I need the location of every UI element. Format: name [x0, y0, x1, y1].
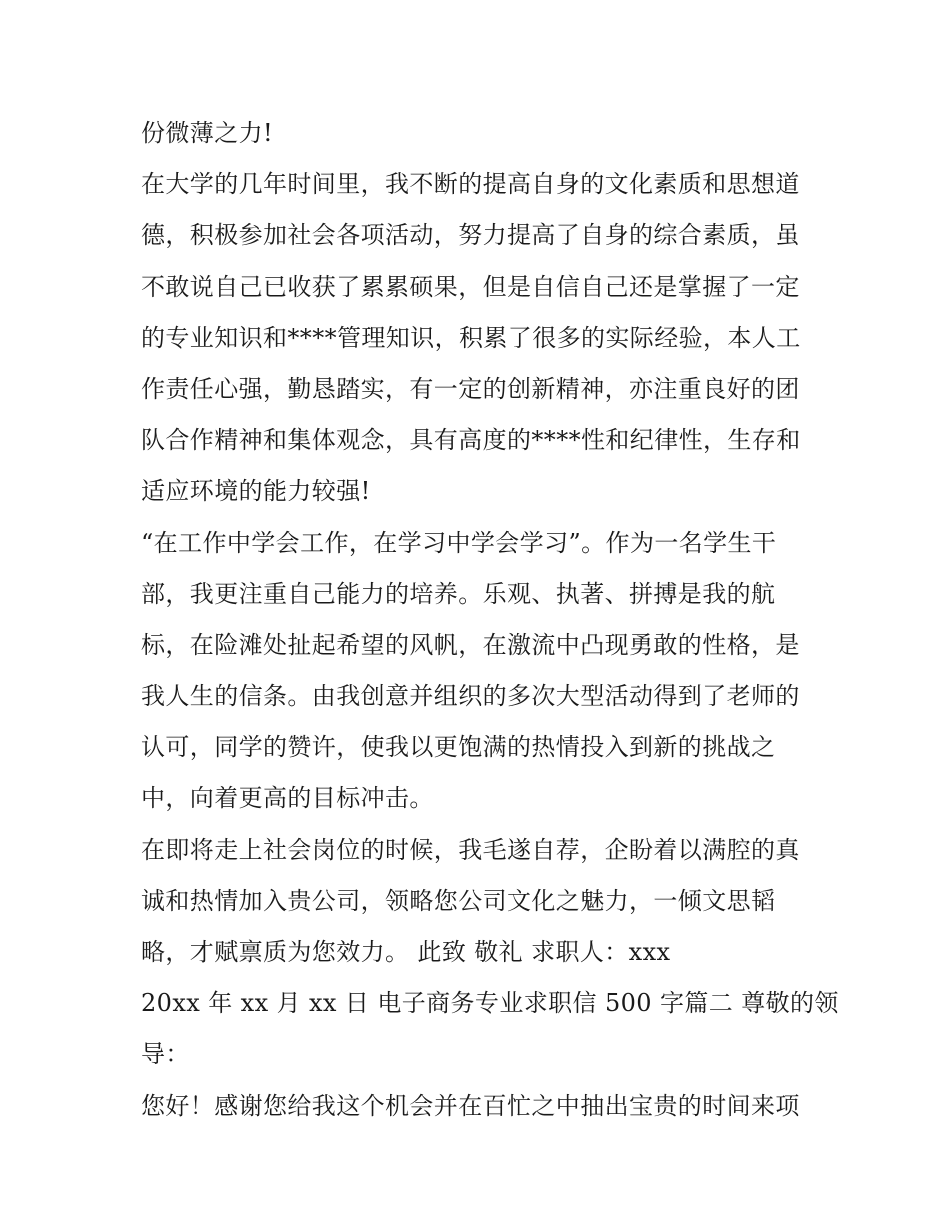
letter-body: [141, 108, 839, 1132]
text-line: 20xx 年 xx 月 xx 日 电子商务专业求职信 500 字篇二 尊敬的领: [141, 989, 839, 1018]
text-line: 部，我更注重自己能力的培养。乐观、执著、拼搏是我的航: [141, 579, 776, 608]
text-line: 在即将走上社会岗位的时候，我毛遂自荐，企盼着以满腔的真: [141, 835, 800, 864]
text-line: 中，向着更高的目标冲击。: [141, 784, 434, 813]
text-line: 德，积极参加社会各项活动，努力提高了自身的综合素质，虽: [141, 221, 800, 250]
text-line: 标，在险滩处扯起希望的风帆，在激流中凸现勇敢的性格，是: [141, 630, 800, 659]
text-line: “在工作中学会工作，在学习中学会学习”。作为一名学生干: [141, 528, 777, 557]
text-line: 认可，同学的赞许，使我以更饱满的热情投入到新的挑战之: [141, 733, 776, 762]
text-line: 您好！感谢您给我这个机会并在百忙之中抽出宝贵的时间来项: [141, 1091, 800, 1120]
text-line: 在大学的几年时间里，我不断的提高自身的文化素质和思想道: [141, 170, 800, 199]
text-line: 诚和热情加入贵公司，领略您公司文化之魅力，一倾文思韬: [141, 886, 776, 915]
text-line: 的专业知识和****管理知识，积累了很多的实际经验，本人工: [141, 323, 801, 352]
text-line: 作责任心强，勤恳踏实，有一定的创新精神，亦注重良好的团: [141, 374, 800, 403]
text-line: 适应环境的能力较强!: [141, 477, 371, 506]
text-line: 略，才赋禀质为您效力。 此致 敬礼 求职人：xxx: [141, 938, 671, 966]
text-line: 不敢说自己已收获了累累硕果，但是自信自己还是掌握了一定: [141, 272, 800, 301]
text-line: 我人生的信条。由我创意并组织的多次大型活动得到了老师的: [141, 682, 800, 711]
text-line: 导：: [141, 1040, 190, 1069]
text-line: 队合作精神和集体观念，具有高度的****性和纪律性，生存和: [141, 426, 801, 455]
text-line: 份微薄之力!: [141, 119, 274, 147]
